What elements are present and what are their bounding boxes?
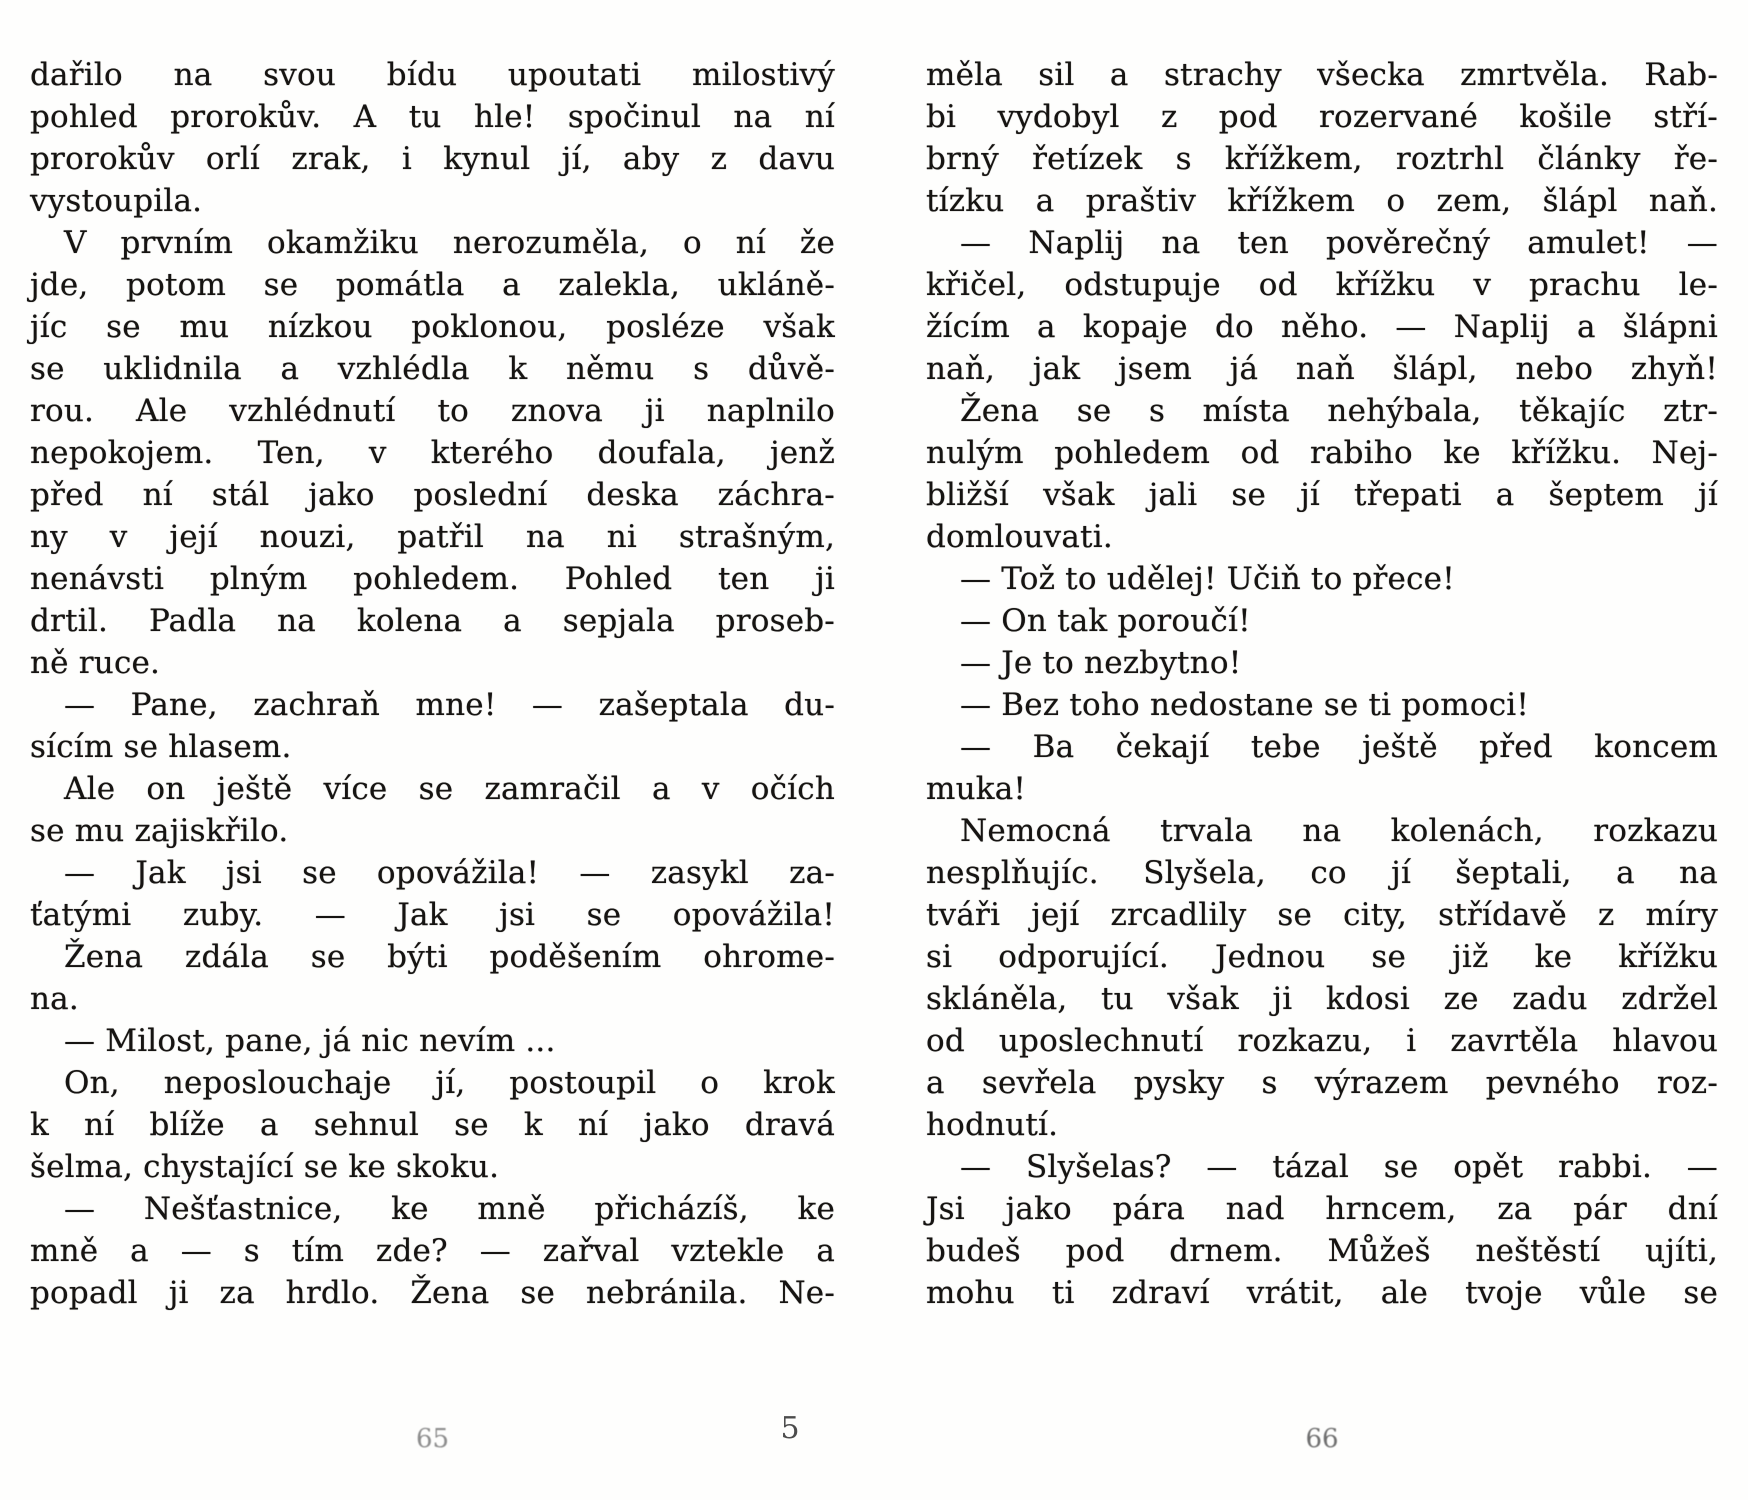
- page-number-left: 65: [415, 1424, 450, 1454]
- text-line: — Ba čekají tebe ještě před koncem: [960, 729, 1718, 765]
- text-line: ně ruce.: [30, 645, 161, 681]
- text-line: — Je to nezbytno!: [960, 645, 1242, 681]
- text-line: — Jak jsi se opovážila! — zasykl za-: [64, 855, 835, 891]
- text-line: brný řetízek s křížkem, roztrhl články ře-: [926, 141, 1718, 177]
- text-line: ny v její nouzi, patřil na ni strašným,: [30, 519, 835, 555]
- right-page: [926, 54, 1718, 1314]
- text-line: — Naplij na ten pověrečný amulet! —: [960, 225, 1718, 261]
- text-line: — Tož to udělej! Učiň to přece!: [960, 561, 1455, 597]
- text-line: Žena zdála se býti poděšením ohrome-: [64, 939, 835, 975]
- text-line: sícím se hlasem.: [30, 729, 292, 765]
- text-line: — Nešťastnice, ke mně přicházíš, ke: [64, 1191, 835, 1227]
- text-line: a sevřela pysky s výrazem pevného roz-: [926, 1065, 1718, 1101]
- page-number-right: 66: [1305, 1424, 1339, 1454]
- text-line: — Milost, pane, já nic nevím ...: [64, 1023, 556, 1059]
- text-line: vystoupila.: [30, 183, 203, 219]
- left-page: [30, 54, 835, 1314]
- text-line: dařilo na svou bídu upoutati milostivý: [30, 57, 835, 93]
- text-line: si odporující. Jednou se již ke křížku: [926, 939, 1718, 975]
- text-line: skláněla, tu však ji kdosi ze zadu zdržel: [926, 981, 1718, 1017]
- text-line: — On tak poroučí!: [960, 603, 1251, 639]
- text-line: muka!: [926, 771, 1027, 807]
- left-page-text: [30, 54, 835, 1314]
- text-line: tváři její zrcadlily se city, střídavě z míry: [926, 897, 1718, 933]
- text-line: drtil. Padla na kolena a sepjala proseb-: [30, 603, 835, 639]
- text-line: jde, potom se pomátla a zalekla, ukláně-: [30, 267, 835, 303]
- text-line: nesplňujíc. Slyšela, co jí šeptali, a na: [926, 855, 1718, 891]
- text-line: nepokojem. Ten, v kterého doufala, jenž: [30, 435, 835, 471]
- text-line: před ní stál jako poslední deska záchra-: [30, 477, 835, 513]
- text-line: — Bez toho nedostane se ti pomoci!: [960, 687, 1530, 723]
- text-line: rou. Ale vzhlédnutí to znova ji naplnilo: [30, 393, 835, 429]
- text-line: k ní blíže a sehnul se k ní jako dravá: [30, 1107, 835, 1143]
- right-page-text: [926, 54, 1718, 1314]
- text-line: bi vydobyl z pod rozervané košile stří-: [926, 99, 1718, 135]
- text-line: Jsi jako pára nad hrncem, za pár dní: [926, 1191, 1718, 1227]
- text-line: se uklidnila a vzhlédla k němu s důvě-: [30, 351, 835, 387]
- text-line: hodnutí.: [926, 1107, 1059, 1143]
- text-line: nulým pohledem od rabiho ke křížku. Nej-: [926, 435, 1718, 471]
- text-line: naň, jak jsem já naň šlápl, nebo zhyň!: [926, 351, 1718, 387]
- text-line: tízku a praštiv křížkem o zem, šlápl naň.: [926, 183, 1718, 219]
- text-line: pohled prorokův. A tu hle! spočinul na ní: [30, 99, 835, 135]
- text-line: křičel, odstupuje od křížku v prachu le-: [926, 267, 1718, 303]
- text-line: — Pane, zachraň mne! — zašeptala du-: [64, 687, 835, 723]
- text-line: nenávsti plným pohledem. Pohled ten ji: [30, 561, 835, 597]
- text-line: budeš pod drnem. Můžeš neštěstí ujíti,: [926, 1233, 1718, 1269]
- text-line: prorokův orlí zrak, i kynul jí, aby z davu: [30, 141, 835, 177]
- text-line: On, neposlouchaje jí, postoupil o krok: [64, 1065, 835, 1101]
- text-line: žícím a kopaje do něho. — Naplij a šlápni: [926, 309, 1718, 345]
- text-line: — Slyšelas? — tázal se opět rabbi. —: [960, 1149, 1718, 1185]
- text-line: bližší však jali se jí třepati a šeptem jí: [926, 477, 1718, 513]
- text-line: domlouvati.: [926, 519, 1113, 555]
- text-line: se mu zajiskřilo.: [30, 813, 289, 849]
- text-line: Nemocná trvala na kolenách, rozkazu: [960, 813, 1718, 849]
- text-line: V prvním okamžiku nerozuměla, o ní že: [64, 225, 835, 261]
- text-line: popadl ji za hrdlo. Žena se nebránila. Ne-: [30, 1275, 835, 1311]
- text-line: Ale on ještě více se zamračil a v očích: [64, 771, 835, 807]
- text-line: ťatými zuby. — Jak jsi se opovážila!: [30, 897, 835, 933]
- text-line: mohu ti zdraví vrátit, ale tvoje vůle se: [926, 1275, 1718, 1311]
- text-line: na.: [30, 981, 79, 1017]
- text-line: měla sil a strachy všecka zmrtvěla. Rab-: [926, 57, 1718, 93]
- signature-mark: 5: [780, 1411, 800, 1446]
- text-line: mně a — s tím zde? — zařval vztekle a: [30, 1233, 835, 1269]
- text-line: šelma, chystající se ke skoku.: [30, 1149, 500, 1185]
- text-line: jíc se mu nízkou poklonou, posléze však: [30, 309, 835, 345]
- text-line: Žena se s místa nehýbala, těkajíc ztr-: [960, 393, 1718, 429]
- text-line: od uposlechnutí rozkazu, i zavrtěla hlavou: [926, 1023, 1718, 1059]
